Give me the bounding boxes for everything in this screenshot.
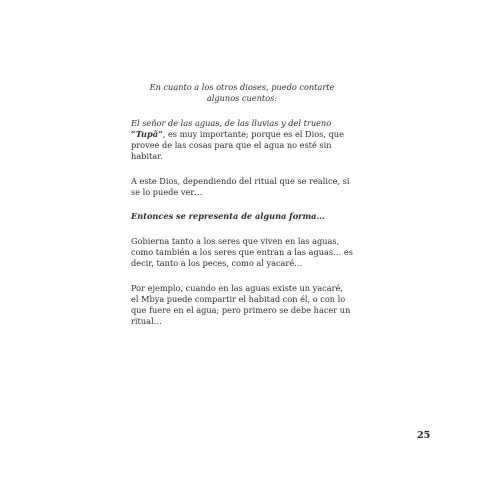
paragraph-waters: Gobierna tanto a los seres que viven en las aguas, como también a los seres que entran a las aguas… es decir, tanto a los peces, como al yacaré…	[131, 235, 353, 269]
paragraph-yacare: Por ejemplo, cuando en las aguas existe un yacaré, el Mbya puede compartir el habitad con él, o con lo que fuere en el agua; pero primero se debe hacer un ritual…	[131, 282, 351, 327]
paragraph-tupa	[131, 118, 353, 163]
intro-line-1: En cuanto a los otros dioses, puedo contarte	[149, 82, 335, 92]
paragraph-ritual: A este Dios, dependiendo del ritual que se realice, si se lo puede ver…	[131, 175, 350, 198]
intro-paragraph	[131, 82, 353, 105]
paragraph-tupa-name: “Tupã”	[131, 128, 163, 139]
intro-line-2: algunos cuentos:	[206, 93, 278, 104]
text-column	[131, 82, 353, 341]
paragraph-tupa-rest: , es muy importante; porque es el Dios, que provee de las cosas para que el agua no esté sin habitar.	[131, 128, 344, 162]
question-line: Entonces se representa de alguna forma…	[131, 211, 325, 222]
paragraph-tupa-italic: El señor de las aguas, de las lluvias y del trueno	[131, 117, 332, 128]
page-number: 25	[417, 430, 431, 441]
